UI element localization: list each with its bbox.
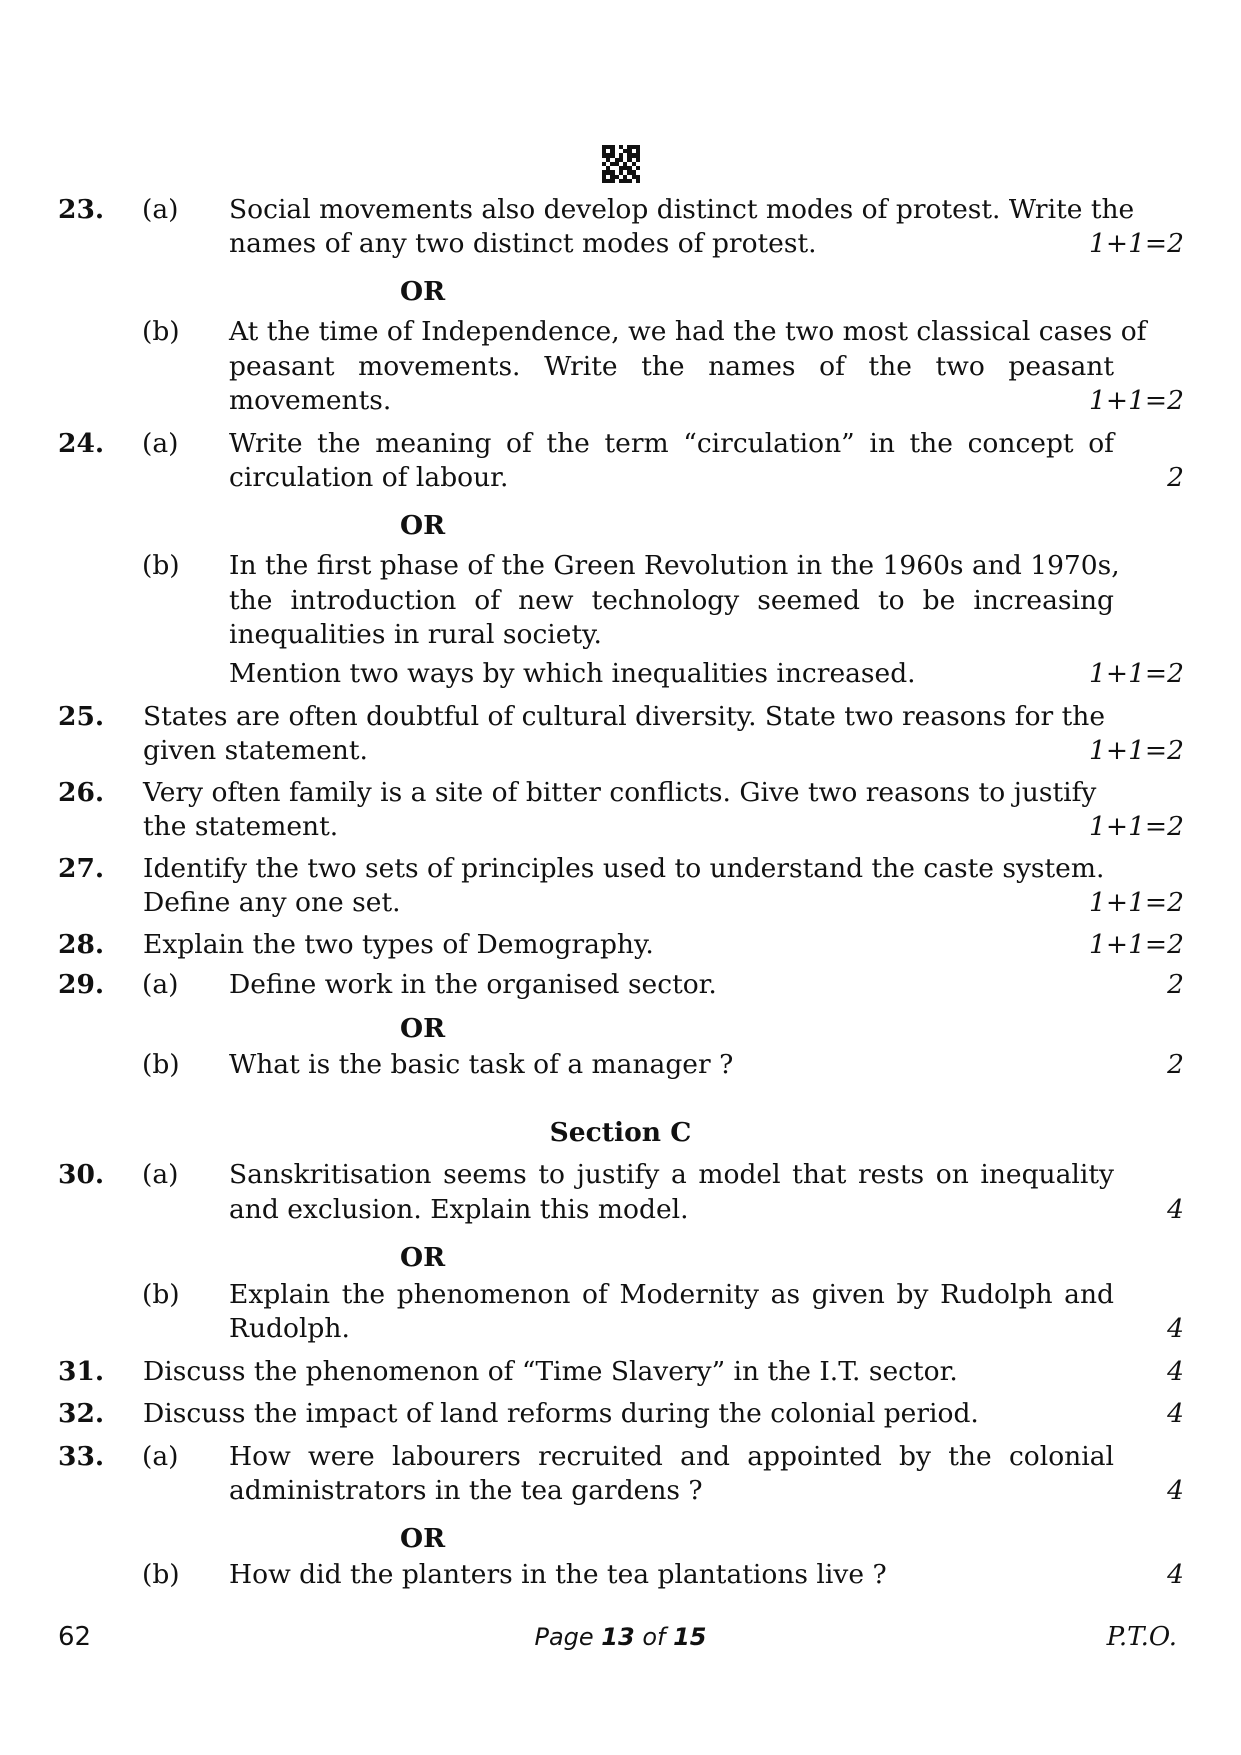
or-label: OR [400, 1523, 446, 1554]
page-of: of [634, 1623, 674, 1651]
marks-label: 1+1=2 [1089, 735, 1184, 766]
or-divider [0, 1241, 1241, 1281]
question-text: Social movements also develop distinct modes of protest. Write the [229, 194, 1135, 225]
section-heading [0, 1116, 1241, 1156]
marks-label: 2 [1167, 462, 1184, 493]
marks-label: 1+1=2 [1089, 929, 1184, 960]
marks-label: 4 [1167, 1398, 1184, 1429]
option-label: (b) [142, 1279, 180, 1310]
marks-label: 4 [1167, 1475, 1184, 1506]
option-label: (b) [142, 1559, 180, 1590]
question-text: and exclusion. Explain this model. [229, 1194, 689, 1225]
question-text: Define any one set. [143, 887, 401, 918]
question-number: 27. [58, 853, 105, 884]
question-text: given statement. [143, 735, 368, 766]
question-number: 23. [58, 194, 105, 225]
question-line [0, 1193, 1241, 1233]
question-number: 24. [58, 428, 105, 459]
question-30 [0, 1158, 1241, 1198]
qr-code-icon [602, 145, 640, 183]
option-label: (a) [142, 1159, 179, 1190]
option-label: (a) [142, 969, 179, 1000]
question-text: the statement. [143, 811, 339, 842]
question-text: States are often doubtful of cultural diversity. State two reasons for the [143, 701, 1106, 732]
question-text: Identify the two sets of principles used to understand the caste system. [143, 853, 1105, 884]
question-text: Explain the phenomenon of Modernity as given by Rudolph and [229, 1279, 1114, 1310]
question-text: Rudolph. [229, 1313, 350, 1344]
page-total: 15 [673, 1623, 707, 1651]
or-label: OR [400, 510, 446, 541]
question-line [0, 549, 1241, 589]
marks-label: 2 [1167, 969, 1184, 1000]
question-number: 25. [58, 701, 105, 732]
or-label: OR [400, 1242, 446, 1273]
question-text: Write the meaning of the term “circulation” in the concept of [229, 428, 1114, 459]
question-line [0, 810, 1241, 850]
question-number: 26. [58, 777, 105, 808]
page-prefix: Page [534, 1623, 602, 1651]
question-line [0, 657, 1241, 697]
option-label: (b) [142, 1049, 180, 1080]
question-number: 32. [58, 1398, 105, 1429]
question-line [0, 618, 1241, 658]
question-text: Mention two ways by which inequalities increased. [229, 658, 916, 689]
marks-label: 4 [1167, 1559, 1184, 1590]
question-29 [0, 968, 1241, 1008]
question-text: names of any two distinct modes of protest. [229, 228, 817, 259]
question-line [0, 1312, 1241, 1352]
page-current: 13 [601, 1623, 635, 1651]
question-line [0, 1558, 1241, 1598]
question-text: What is the basic task of a manager ? [229, 1049, 734, 1080]
question-line [0, 886, 1241, 926]
page-number [0, 1620, 1241, 1654]
question-text: In the first phase of the Green Revolution in the 1960s and 1970s, [229, 550, 1120, 581]
marks-label: 2 [1167, 1049, 1184, 1080]
page-footer [0, 1620, 1241, 1660]
question-line [0, 1048, 1241, 1088]
question-line [0, 227, 1241, 267]
question-text: Sanskritisation seems to justify a model that rests on inequality [229, 1159, 1114, 1190]
question-text: circulation of labour. [229, 462, 509, 493]
question-text: movements. [229, 385, 392, 416]
option-label: (a) [142, 1441, 179, 1472]
question-text: Define work in the organised sector. [229, 969, 717, 1000]
question-text: inequalities in rural society. [229, 619, 602, 650]
marks-label: 4 [1167, 1356, 1184, 1387]
question-number: 29. [58, 969, 105, 1000]
marks-label: 1+1=2 [1089, 658, 1184, 689]
question-number: 33. [58, 1441, 105, 1472]
marks-label: 4 [1167, 1194, 1184, 1225]
or-label: OR [400, 1013, 446, 1044]
question-text: At the time of Independence, we had the two most classical cases of [229, 316, 1147, 347]
question-text: administrators in the tea gardens ? [229, 1475, 703, 1506]
question-28 [0, 928, 1241, 968]
question-text: the introduction of new technology seemed to be increasing [229, 585, 1114, 616]
question-number: 30. [58, 1159, 105, 1190]
option-label: (b) [142, 316, 180, 347]
marks-label: 1+1=2 [1089, 811, 1184, 842]
question-text: Explain the two types of Demography. [143, 929, 654, 960]
question-31 [0, 1355, 1241, 1395]
question-line [0, 384, 1241, 424]
question-text: How did the planters in the tea plantations live ? [229, 1559, 887, 1590]
question-32 [0, 1397, 1241, 1437]
question-number: 31. [58, 1356, 105, 1387]
question-line [0, 315, 1241, 355]
marks-label: 1+1=2 [1089, 887, 1184, 918]
or-label: OR [400, 276, 446, 307]
or-divider [0, 509, 1241, 549]
marks-label: 1+1=2 [1089, 385, 1184, 416]
question-text: Discuss the impact of land reforms during the colonial period. [143, 1398, 979, 1429]
question-text: How were labourers recruited and appointed by the colonial [229, 1441, 1114, 1472]
question-text: Discuss the phenomenon of “Time Slavery” in the I.T. sector. [143, 1356, 958, 1387]
option-label: (a) [142, 428, 179, 459]
question-number: 28. [58, 929, 105, 960]
question-line [0, 1474, 1241, 1514]
option-label: (a) [142, 194, 179, 225]
question-line [0, 734, 1241, 774]
or-divider [0, 1012, 1241, 1052]
paper-code: 62 [58, 1622, 92, 1652]
question-line [0, 461, 1241, 501]
or-divider [0, 1522, 1241, 1562]
or-divider [0, 275, 1241, 315]
marks-label: 1+1=2 [1089, 228, 1184, 259]
question-text: peasant movements. Write the names of the two peasant [229, 351, 1114, 382]
marks-label: 4 [1167, 1313, 1184, 1344]
option-label: (b) [142, 550, 180, 581]
section-title: Section C [549, 1117, 692, 1148]
question-text: Very often family is a site of bitter conflicts. Give two reasons to justify [143, 777, 1097, 808]
pto-label: P.T.O. [1106, 1622, 1177, 1652]
